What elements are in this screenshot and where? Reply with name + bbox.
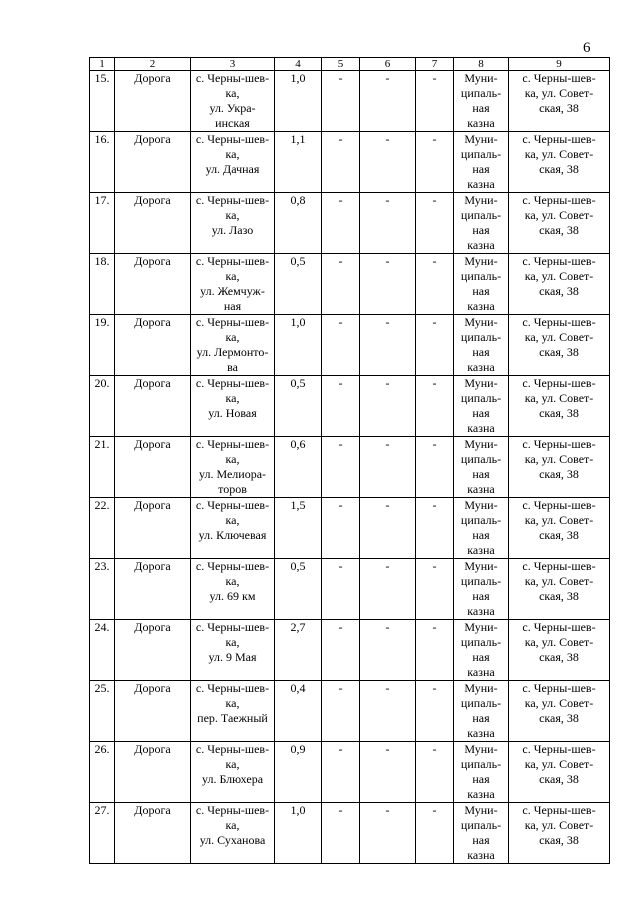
owner-cell-line: ципаль- (460, 696, 502, 710)
location-cell (509, 803, 610, 864)
location-cell-line: ская, 38 (539, 833, 579, 847)
location-cell-line: с. Черны-шев- (522, 132, 596, 146)
address-cell-line: с. Черны-шев- (195, 498, 270, 512)
owner-cell (454, 71, 509, 132)
owner-cell-line: ципаль- (460, 574, 502, 588)
address-cell-line: с. Черны-шев- (195, 254, 270, 268)
row-number-cell: 15. (90, 71, 115, 132)
table-row (90, 376, 610, 437)
column-6-cell: - (360, 193, 416, 254)
table-row (90, 193, 610, 254)
address-cell-line: ул. Мелиора- (198, 467, 267, 481)
owner-cell-line: ная (472, 406, 490, 420)
length-cell: 0,9 (275, 742, 322, 803)
location-cell-line: ская, 38 (539, 467, 579, 481)
address-cell-line: ул. Суханова (199, 833, 266, 847)
owner-cell-line: ципаль- (460, 391, 502, 405)
length-cell: 0,5 (275, 559, 322, 620)
owner-cell-line: ная (472, 589, 490, 603)
location-cell-line: с. Черны-шев- (522, 254, 596, 268)
location-cell-line: ская, 38 (539, 223, 579, 237)
column-5-cell: - (322, 132, 360, 193)
owner-cell-line: Муни- (464, 132, 498, 146)
address-cell (191, 437, 275, 498)
owner-cell-line: ципаль- (460, 635, 502, 649)
address-cell-line: ка, (225, 391, 240, 405)
column-5-cell: - (322, 498, 360, 559)
owner-cell-line: Муни- (464, 742, 498, 756)
column-7-cell: - (416, 742, 454, 803)
address-cell-line: с. Черны-шев- (195, 132, 270, 146)
owner-cell (454, 620, 509, 681)
column-7-cell: - (416, 681, 454, 742)
location-cell (509, 376, 610, 437)
column-header: 9 (509, 58, 610, 71)
location-cell-line: с. Черны-шев- (522, 742, 596, 756)
owner-cell-line: ная (472, 345, 490, 359)
owner-cell-line: Муни- (464, 193, 498, 207)
table-row (90, 254, 610, 315)
owner-cell-line: казна (467, 848, 495, 862)
owner-cell (454, 315, 509, 376)
owner-cell-line: казна (467, 299, 495, 313)
address-cell-line: торов (218, 482, 247, 496)
row-number-cell: 27. (90, 803, 115, 864)
column-5-cell: - (322, 742, 360, 803)
object-type-cell: Дорога (115, 620, 191, 681)
table-row (90, 498, 610, 559)
location-cell-line: с. Черны-шев- (522, 437, 596, 451)
object-type-cell: Дорога (115, 681, 191, 742)
address-cell-line: ул. 9 Мая (208, 650, 257, 664)
owner-cell-line: ная (472, 101, 490, 115)
owner-cell (454, 742, 509, 803)
length-cell: 0,4 (275, 681, 322, 742)
owner-cell-line: ная (472, 528, 490, 542)
owner-cell-line: Муни- (464, 315, 498, 329)
length-cell: 0,5 (275, 254, 322, 315)
owner-cell-line: Муни- (464, 254, 498, 268)
address-cell-line: ка, (225, 452, 240, 466)
address-cell-line: ка, (225, 574, 240, 588)
location-cell-line: с. Черны-шев- (522, 498, 596, 512)
column-7-cell: - (416, 620, 454, 681)
column-6-cell: - (360, 315, 416, 376)
column-header: 4 (275, 58, 322, 71)
address-cell-line: с. Черны-шев- (195, 376, 270, 390)
object-type-cell: Дорога (115, 254, 191, 315)
owner-cell (454, 559, 509, 620)
column-7-cell: - (416, 437, 454, 498)
row-number-cell: 19. (90, 315, 115, 376)
address-cell (191, 254, 275, 315)
column-5-cell: - (322, 681, 360, 742)
column-header: 2 (115, 58, 191, 71)
address-cell (191, 620, 275, 681)
column-5-cell: - (322, 803, 360, 864)
length-cell: 1,1 (275, 132, 322, 193)
address-cell-line: ная (223, 299, 242, 313)
address-cell (191, 71, 275, 132)
owner-cell-line: ная (472, 833, 490, 847)
address-cell (191, 132, 275, 193)
address-cell (191, 193, 275, 254)
address-cell-line: пер. Таежный (197, 711, 268, 725)
address-cell-line: с. Черны-шев- (195, 681, 270, 695)
location-cell-line: с. Черны-шев- (522, 315, 596, 329)
table-row (90, 620, 610, 681)
column-5-cell: - (322, 315, 360, 376)
table-body (90, 71, 610, 864)
owner-cell-line: ная (472, 650, 490, 664)
row-number-cell: 17. (90, 193, 115, 254)
object-type-cell: Дорога (115, 437, 191, 498)
table-row (90, 71, 610, 132)
address-cell-line: ул. Новая (208, 406, 257, 420)
owner-cell (454, 132, 509, 193)
address-cell-line: ул. 69 км (209, 589, 256, 603)
length-cell: 2,7 (275, 620, 322, 681)
location-cell (509, 315, 610, 376)
owner-cell-line: казна (467, 116, 495, 130)
address-cell-line: ка, (225, 757, 240, 771)
column-5-cell: - (322, 193, 360, 254)
address-cell-line: ул. Блюхера (201, 772, 264, 786)
object-type-cell: Дорога (115, 559, 191, 620)
length-cell: 1,5 (275, 498, 322, 559)
location-cell-line: с. Черны-шев- (522, 620, 596, 634)
address-cell-line: ка, (225, 86, 240, 100)
address-cell-line: с. Черны-шев- (195, 315, 270, 329)
table-row (90, 803, 610, 864)
object-type-cell: Дорога (115, 71, 191, 132)
column-7-cell: - (416, 376, 454, 437)
column-7-cell: - (416, 71, 454, 132)
column-header: 6 (360, 58, 416, 71)
address-cell-line: ул. Укра- (209, 101, 256, 115)
owner-cell-line: Муни- (464, 71, 498, 85)
row-number-cell: 21. (90, 437, 115, 498)
length-cell: 0,6 (275, 437, 322, 498)
object-type-cell: Дорога (115, 193, 191, 254)
location-cell (509, 71, 610, 132)
location-cell-line: ская, 38 (539, 650, 579, 664)
address-cell-line: ул. Жемчуж- (200, 284, 265, 298)
column-7-cell: - (416, 498, 454, 559)
column-7-cell: - (416, 193, 454, 254)
address-cell-line: ка, (225, 208, 240, 222)
owner-cell (454, 681, 509, 742)
location-cell-line: с. Черны-шев- (522, 376, 596, 390)
length-cell: 1,0 (275, 803, 322, 864)
address-cell-line: с. Черны-шев- (195, 437, 270, 451)
table-row (90, 681, 610, 742)
location-cell-line: ка, ул. Совет- (524, 513, 594, 527)
owner-cell-line: казна (467, 604, 495, 618)
owner-cell-line: казна (467, 787, 495, 801)
location-cell-line: ская, 38 (539, 406, 579, 420)
table-row (90, 132, 610, 193)
address-cell (191, 376, 275, 437)
column-header: 1 (90, 58, 115, 71)
row-number-cell: 24. (90, 620, 115, 681)
owner-cell-line: ная (472, 772, 490, 786)
owner-cell-line: Муни- (464, 498, 498, 512)
row-number-cell: 23. (90, 559, 115, 620)
location-cell-line: ская, 38 (539, 162, 579, 176)
owner-cell-line: казна (467, 177, 495, 191)
column-header: 7 (416, 58, 454, 71)
location-cell-line: ка, ул. Совет- (524, 208, 594, 222)
address-cell-line: ка, (225, 330, 240, 344)
column-6-cell: - (360, 376, 416, 437)
column-7-cell: - (416, 132, 454, 193)
header-row (90, 58, 610, 71)
owner-cell-line: казна (467, 360, 495, 374)
owner-cell-line: ципаль- (460, 452, 502, 466)
location-cell-line: ская, 38 (539, 711, 579, 725)
column-5-cell: - (322, 620, 360, 681)
object-type-cell: Дорога (115, 315, 191, 376)
owner-cell-line: казна (467, 543, 495, 557)
length-cell: 0,5 (275, 376, 322, 437)
owner-cell-line: ципаль- (460, 757, 502, 771)
location-cell (509, 193, 610, 254)
location-cell (509, 742, 610, 803)
location-cell-line: ская, 38 (539, 345, 579, 359)
row-number-cell: 25. (90, 681, 115, 742)
address-cell-line: с. Черны-шев- (195, 71, 270, 85)
address-cell-line: с. Черны-шев- (195, 559, 270, 573)
object-type-cell: Дорога (115, 498, 191, 559)
column-5-cell: - (322, 376, 360, 437)
location-cell-line: с. Черны-шев- (522, 559, 596, 573)
location-cell-line: ская, 38 (539, 101, 579, 115)
address-cell-line: ва (227, 360, 238, 374)
location-cell-line: ская, 38 (539, 589, 579, 603)
address-cell-line: ул. Дачная (205, 162, 260, 176)
row-number-cell: 16. (90, 132, 115, 193)
location-cell (509, 559, 610, 620)
location-cell-line: ка, ул. Совет- (524, 391, 594, 405)
owner-cell-line: Муни- (464, 620, 498, 634)
column-7-cell: - (416, 315, 454, 376)
column-6-cell: - (360, 620, 416, 681)
owner-cell-line: казна (467, 421, 495, 435)
length-cell: 1,0 (275, 71, 322, 132)
address-cell (191, 681, 275, 742)
location-cell-line: ка, ул. Совет- (524, 574, 594, 588)
column-6-cell: - (360, 559, 416, 620)
column-6-cell: - (360, 437, 416, 498)
owner-cell-line: казна (467, 482, 495, 496)
page-number: 6 (583, 40, 591, 56)
location-cell (509, 620, 610, 681)
owner-cell (454, 376, 509, 437)
column-5-cell: - (322, 254, 360, 315)
length-cell: 1,0 (275, 315, 322, 376)
length-cell: 0,8 (275, 193, 322, 254)
owner-cell-line: ципаль- (460, 513, 502, 527)
owner-cell-line: Муни- (464, 437, 498, 451)
owner-cell-line: казна (467, 665, 495, 679)
location-cell-line: ка, ул. Совет- (524, 330, 594, 344)
table-row (90, 559, 610, 620)
column-5-cell: - (322, 437, 360, 498)
location-cell-line: ка, ул. Совет- (524, 757, 594, 771)
location-cell (509, 254, 610, 315)
owner-cell-line: Муни- (464, 376, 498, 390)
location-cell-line: ка, ул. Совет- (524, 86, 594, 100)
location-cell-line: ка, ул. Совет- (524, 635, 594, 649)
object-type-cell: Дорога (115, 803, 191, 864)
row-number-cell: 22. (90, 498, 115, 559)
address-cell (191, 559, 275, 620)
address-cell-line: ка, (225, 513, 240, 527)
object-type-cell: Дорога (115, 132, 191, 193)
address-cell-line: ка, (225, 147, 240, 161)
owner-cell (454, 254, 509, 315)
column-6-cell: - (360, 132, 416, 193)
address-cell-line: с. Черны-шев- (195, 193, 270, 207)
address-cell-line: ка, (225, 635, 240, 649)
owner-cell-line: ципаль- (460, 147, 502, 161)
owner-cell-line: ципаль- (460, 818, 502, 832)
location-cell (509, 132, 610, 193)
table-row (90, 315, 610, 376)
location-cell-line: с. Черны-шев- (522, 681, 596, 695)
address-cell-line: с. Черны-шев- (195, 803, 270, 817)
address-cell (191, 498, 275, 559)
owner-cell (454, 193, 509, 254)
property-registry-table (89, 57, 610, 864)
table-row (90, 742, 610, 803)
column-6-cell: - (360, 498, 416, 559)
column-6-cell: - (360, 803, 416, 864)
owner-cell-line: ная (472, 711, 490, 725)
location-cell-line: ка, ул. Совет- (524, 147, 594, 161)
address-cell-line: ул. Лермонто- (196, 345, 269, 359)
owner-cell-line: ципаль- (460, 208, 502, 222)
row-number-cell: 26. (90, 742, 115, 803)
location-cell-line: ка, ул. Совет- (524, 269, 594, 283)
owner-cell-line: ная (472, 223, 490, 237)
object-type-cell: Дорога (115, 376, 191, 437)
location-cell-line: с. Черны-шев- (522, 193, 596, 207)
location-cell (509, 681, 610, 742)
location-cell-line: с. Черны-шев- (522, 71, 596, 85)
location-cell-line: ская, 38 (539, 528, 579, 542)
owner-cell (454, 498, 509, 559)
owner-cell-line: ная (472, 467, 490, 481)
column-7-cell: - (416, 254, 454, 315)
location-cell-line: ская, 38 (539, 284, 579, 298)
column-header: 8 (454, 58, 509, 71)
column-header: 3 (191, 58, 275, 71)
location-cell-line: ская, 38 (539, 772, 579, 786)
address-cell-line: ка, (225, 269, 240, 283)
location-cell-line: ка, ул. Совет- (524, 452, 594, 466)
owner-cell-line: ципаль- (460, 86, 502, 100)
row-number-cell: 18. (90, 254, 115, 315)
column-5-cell: - (322, 71, 360, 132)
address-cell (191, 803, 275, 864)
owner-cell-line: Муни- (464, 681, 498, 695)
location-cell-line: ка, ул. Совет- (524, 818, 594, 832)
column-7-cell: - (416, 559, 454, 620)
address-cell-line: ул. Лазо (211, 223, 254, 237)
owner-cell-line: ципаль- (460, 330, 502, 344)
column-6-cell: - (360, 254, 416, 315)
owner-cell-line: ципаль- (460, 269, 502, 283)
address-cell-line: ка, (225, 818, 240, 832)
column-header: 5 (322, 58, 360, 71)
address-cell (191, 742, 275, 803)
address-cell-line: ка, (225, 696, 240, 710)
owner-cell-line: казна (467, 238, 495, 252)
location-cell-line: с. Черны-шев- (522, 803, 596, 817)
owner-cell-line: казна (467, 726, 495, 740)
location-cell-line: ка, ул. Совет- (524, 696, 594, 710)
location-cell (509, 498, 610, 559)
row-number-cell: 20. (90, 376, 115, 437)
column-6-cell: - (360, 742, 416, 803)
object-type-cell: Дорога (115, 742, 191, 803)
column-5-cell: - (322, 559, 360, 620)
owner-cell-line: ная (472, 284, 490, 298)
owner-cell-line: ная (472, 162, 490, 176)
address-cell-line: с. Черны-шев- (195, 742, 270, 756)
address-cell (191, 315, 275, 376)
column-7-cell: - (416, 803, 454, 864)
address-cell-line: ул. Ключевая (198, 528, 267, 542)
column-6-cell: - (360, 681, 416, 742)
table-row (90, 437, 610, 498)
owner-cell-line: Муни- (464, 559, 498, 573)
owner-cell-line: Муни- (464, 803, 498, 817)
owner-cell (454, 803, 509, 864)
owner-cell (454, 437, 509, 498)
address-cell-line: с. Черны-шев- (195, 620, 270, 634)
location-cell (509, 437, 610, 498)
address-cell-line: инская (215, 116, 250, 130)
column-6-cell: - (360, 71, 416, 132)
